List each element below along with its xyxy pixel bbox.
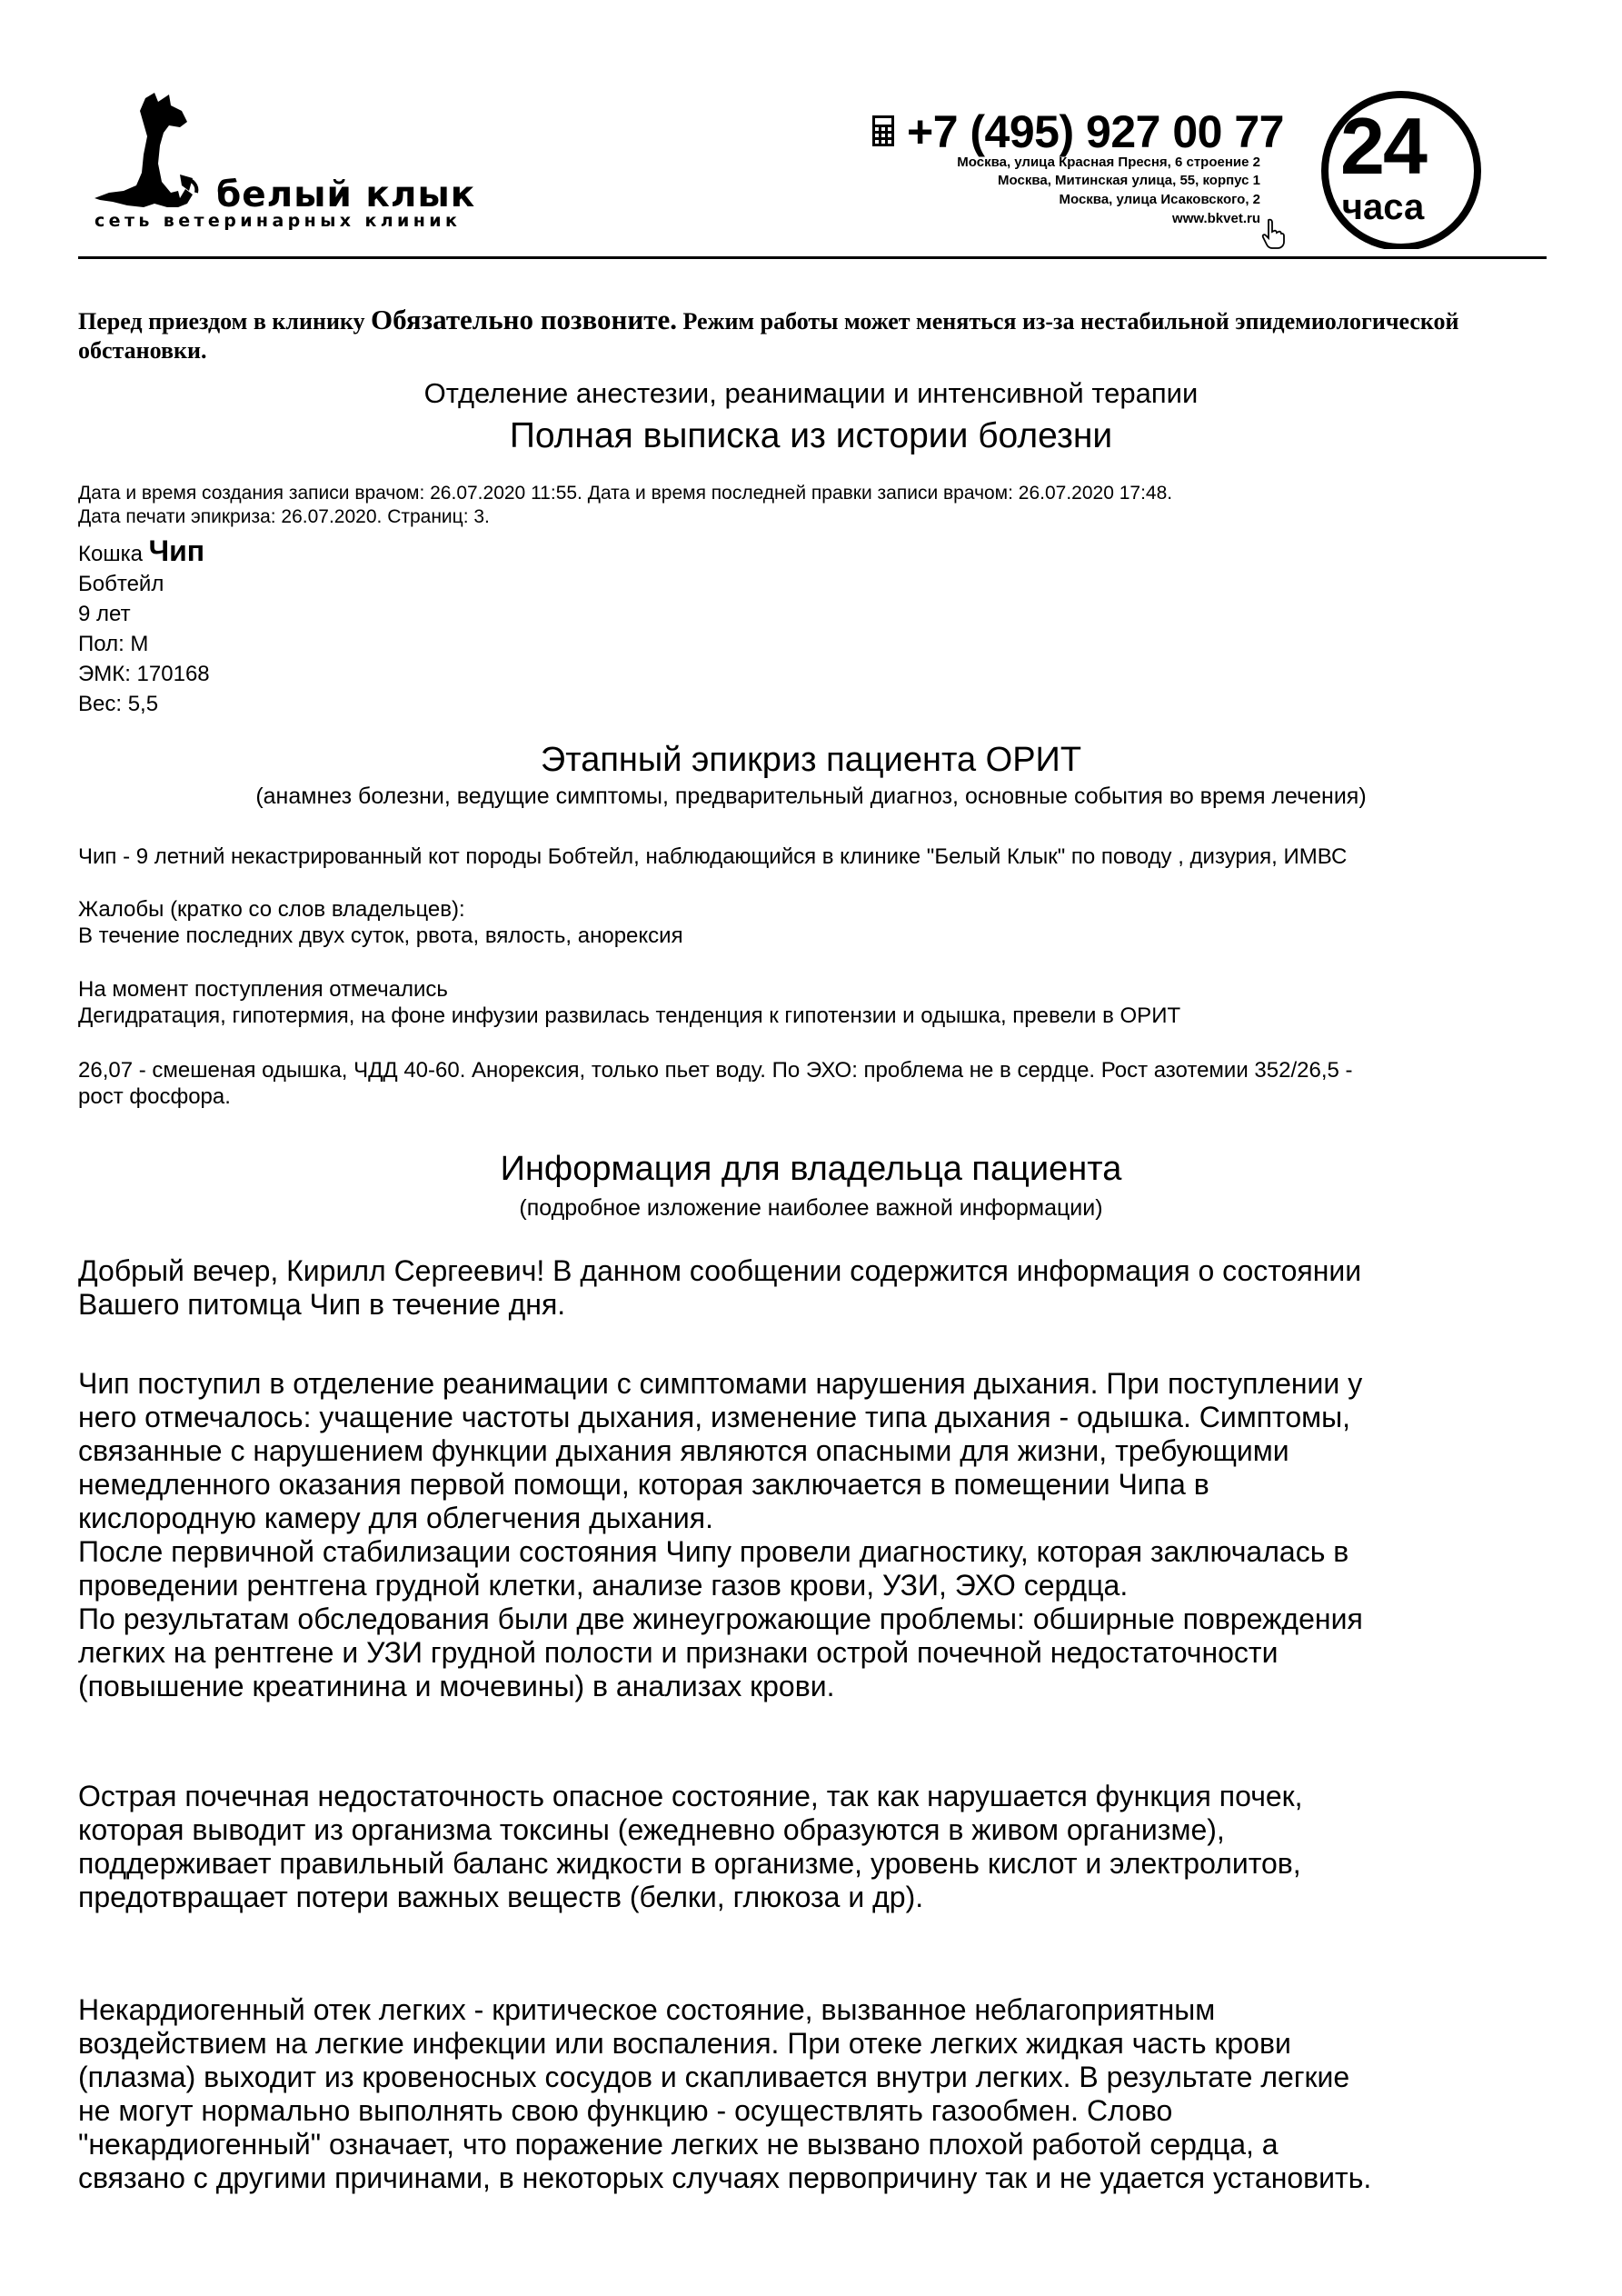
patient-name: Чип: [148, 534, 205, 567]
epicrisis-title: Этапный эпикриз пациента ОРИТ: [540, 741, 1082, 779]
day-note-line: рост фосфора.: [78, 1084, 231, 1109]
day-note: [78, 1057, 1559, 1110]
paragraph-line: Острая почечная недостаточность опасное состояние, так как нарушается функция почек,: [78, 1780, 1303, 1812]
department-name: Отделение анестезии, реанимации и интенсивной терапии: [423, 377, 1199, 409]
badge-word: часа: [1341, 187, 1425, 227]
print-info: Дата печати эпикриза: 26.07.2020. Страниц: 3.: [78, 506, 490, 527]
patient-weight: Вес: 5,5: [78, 692, 159, 716]
patient-card: [78, 536, 210, 719]
epicrisis-intro: Чип - 9 летний некастрированный кот породы Бобтейл, наблюдающийся в клинике "Белый Клык" по поводу , дизурия, ИМВС: [78, 844, 1348, 869]
address-line: Москва, улица Красная Пресня, 6 строение 2: [957, 155, 1260, 170]
paragraph-line: Чип поступил в отделение реанимации с симптомами нарушения дыхания. При поступлении у: [78, 1367, 1363, 1400]
header-divider: [78, 256, 1547, 259]
dog-logo-icon: [91, 91, 227, 214]
notice-text: Перед приездом в клинику: [78, 308, 372, 334]
admission-block: [78, 976, 1559, 1029]
paragraph-line: которая выводит из организма токсины (ежедневно образуются в живом организме),: [78, 1813, 1225, 1846]
admission-text: Дегидратация, гипотермия, на фоне инфузии развилась тенденция к гипотензии и одышка, превели в ОРИТ: [78, 1003, 1181, 1028]
website-link[interactable]: www.bkvet.ru: [1172, 211, 1260, 226]
call-notice: [78, 305, 1550, 365]
paragraph-line: него отмечалось: учащение частоты дыхания, изменение типа дыхания - одышка. Симптомы,: [78, 1401, 1351, 1433]
paragraph-line: Вашего питомца Чип в течение дня.: [78, 1288, 566, 1321]
patient-breed: Бобтейл: [78, 572, 164, 596]
paragraph-line: После первичной стабилизации состояния Чипу провели диагностику, которая заключалась в: [78, 1535, 1349, 1568]
complaints-label: Жалобы (кратко со слов владельцев):: [78, 897, 465, 922]
complaints-block: [78, 896, 1559, 949]
clinic-phone[interactable]: +7 (495) 927 00 77: [907, 106, 1284, 157]
paragraph-line: (плазма) выходит из кровеносных сосудов и скапливается внутри легких. В результате легкие: [78, 2061, 1350, 2093]
address-line: Москва, улица Исаковского, 2: [1059, 192, 1260, 207]
calculator-phone-icon: [871, 115, 895, 147]
brand-tagline: сеть ветеринарных клиник: [95, 211, 462, 231]
paragraph-line: связанные с нарушением функции дыхания являются опасными для жизни, требующими: [78, 1434, 1289, 1467]
paragraph-line: легких на рентгене и УЗИ грудной полости и признаки острой почечной недостаточности: [78, 1636, 1279, 1669]
owner-info-title: Информация для владельца пациента: [500, 1150, 1122, 1188]
patient-sex: Пол: М: [78, 632, 149, 656]
kidney-paragraph: [78, 1780, 1568, 1914]
paragraph-line: воздействием на легкие инфекции или воспаления. При отеке легких жидкая часть крови: [78, 2027, 1291, 2060]
address-line: Москва, Митинская улица, 55, корпус 1: [998, 173, 1260, 188]
paragraph-line: связано с другими причинами, в некоторых случаях первопричину так и не удается установить.: [78, 2161, 1372, 2194]
paragraph-line: Некардиогенный отек легких - критическое состояние, вызванное неблагоприятным: [78, 1993, 1216, 2026]
paragraph-line: поддерживает правильный баланс жидкости в организме, уровень кислот и электролитов,: [78, 1847, 1301, 1880]
complaints-text: В течение последних двух суток, рвота, вялость, анорексия: [78, 923, 683, 948]
paragraph-line: не могут нормально выполнять свою функцию - осуществлять газообмен. Слово: [78, 2094, 1173, 2127]
paragraph-line: проведении рентгена грудной клетки, анализе газов крови, УЗИ, ЭХО сердца.: [78, 1569, 1129, 1602]
document-title: Полная выписка из истории болезни: [509, 416, 1113, 455]
paragraph-line: Добрый вечер, Кирилл Сергеевич! В данном сообщении содержится информация о состоянии: [78, 1254, 1362, 1287]
epicrisis-subtitle: (анамнез болезни, ведущие симптомы, предварительный диагноз, основные события во время лечения): [255, 784, 1367, 809]
greeting-paragraph: [78, 1254, 1568, 1322]
paragraph-line: предотвращает потери важных веществ (белки, глюкоза и др).: [78, 1881, 924, 1913]
paragraph-line: "некардиогенный" означает, что поражение легких не вызвано плохой работой сердца, а: [78, 2128, 1279, 2161]
notice-emphasis: Обязательно позвоните.: [371, 304, 678, 335]
patient-species-name: [78, 536, 210, 569]
record-dates: Дата и время создания записи врачом: 26.07.2020 11:55. Дата и время последней правки записи врачом: 26.07.2020 17:48.: [78, 483, 1173, 504]
treatment-paragraph: [78, 1367, 1568, 1703]
patient-emk: ЭМК: 170168: [78, 662, 210, 686]
lung-edema-paragraph: [78, 1993, 1568, 2195]
brand-name: белый клык: [216, 175, 476, 215]
paragraph-line: (повышение креатинина и мочевины) в анализах крови.: [78, 1670, 835, 1702]
paragraph-line: По результатам обследования были две жинеугрожающие проблемы: обширные повреждения: [78, 1602, 1363, 1635]
admission-label: На момент поступления отмечались: [78, 977, 448, 1002]
badge-number: 24: [1340, 101, 1426, 191]
patient-age: 9 лет: [78, 602, 131, 626]
paragraph-line: кислородную камеру для облегчения дыхания.: [78, 1502, 713, 1534]
notice-text: Режим работы может меняться из-за нестабильной эпидемиологической обстановки.: [78, 308, 1459, 364]
owner-info-subtitle: (подробное изложение наиболее важной информации): [519, 1195, 1103, 1221]
day-note-line: 26,07 - смешеная одышка, ЧДД 40-60. Анорексия, только пьет воду. По ЭХО: проблема не в сердце. Рост азотемии 352/26,5 -: [78, 1058, 1353, 1083]
paragraph-line: немедленного оказания первой помощи, которая заключается в помещении Чипа в: [78, 1468, 1209, 1501]
patient-species: Кошка: [78, 542, 149, 566]
